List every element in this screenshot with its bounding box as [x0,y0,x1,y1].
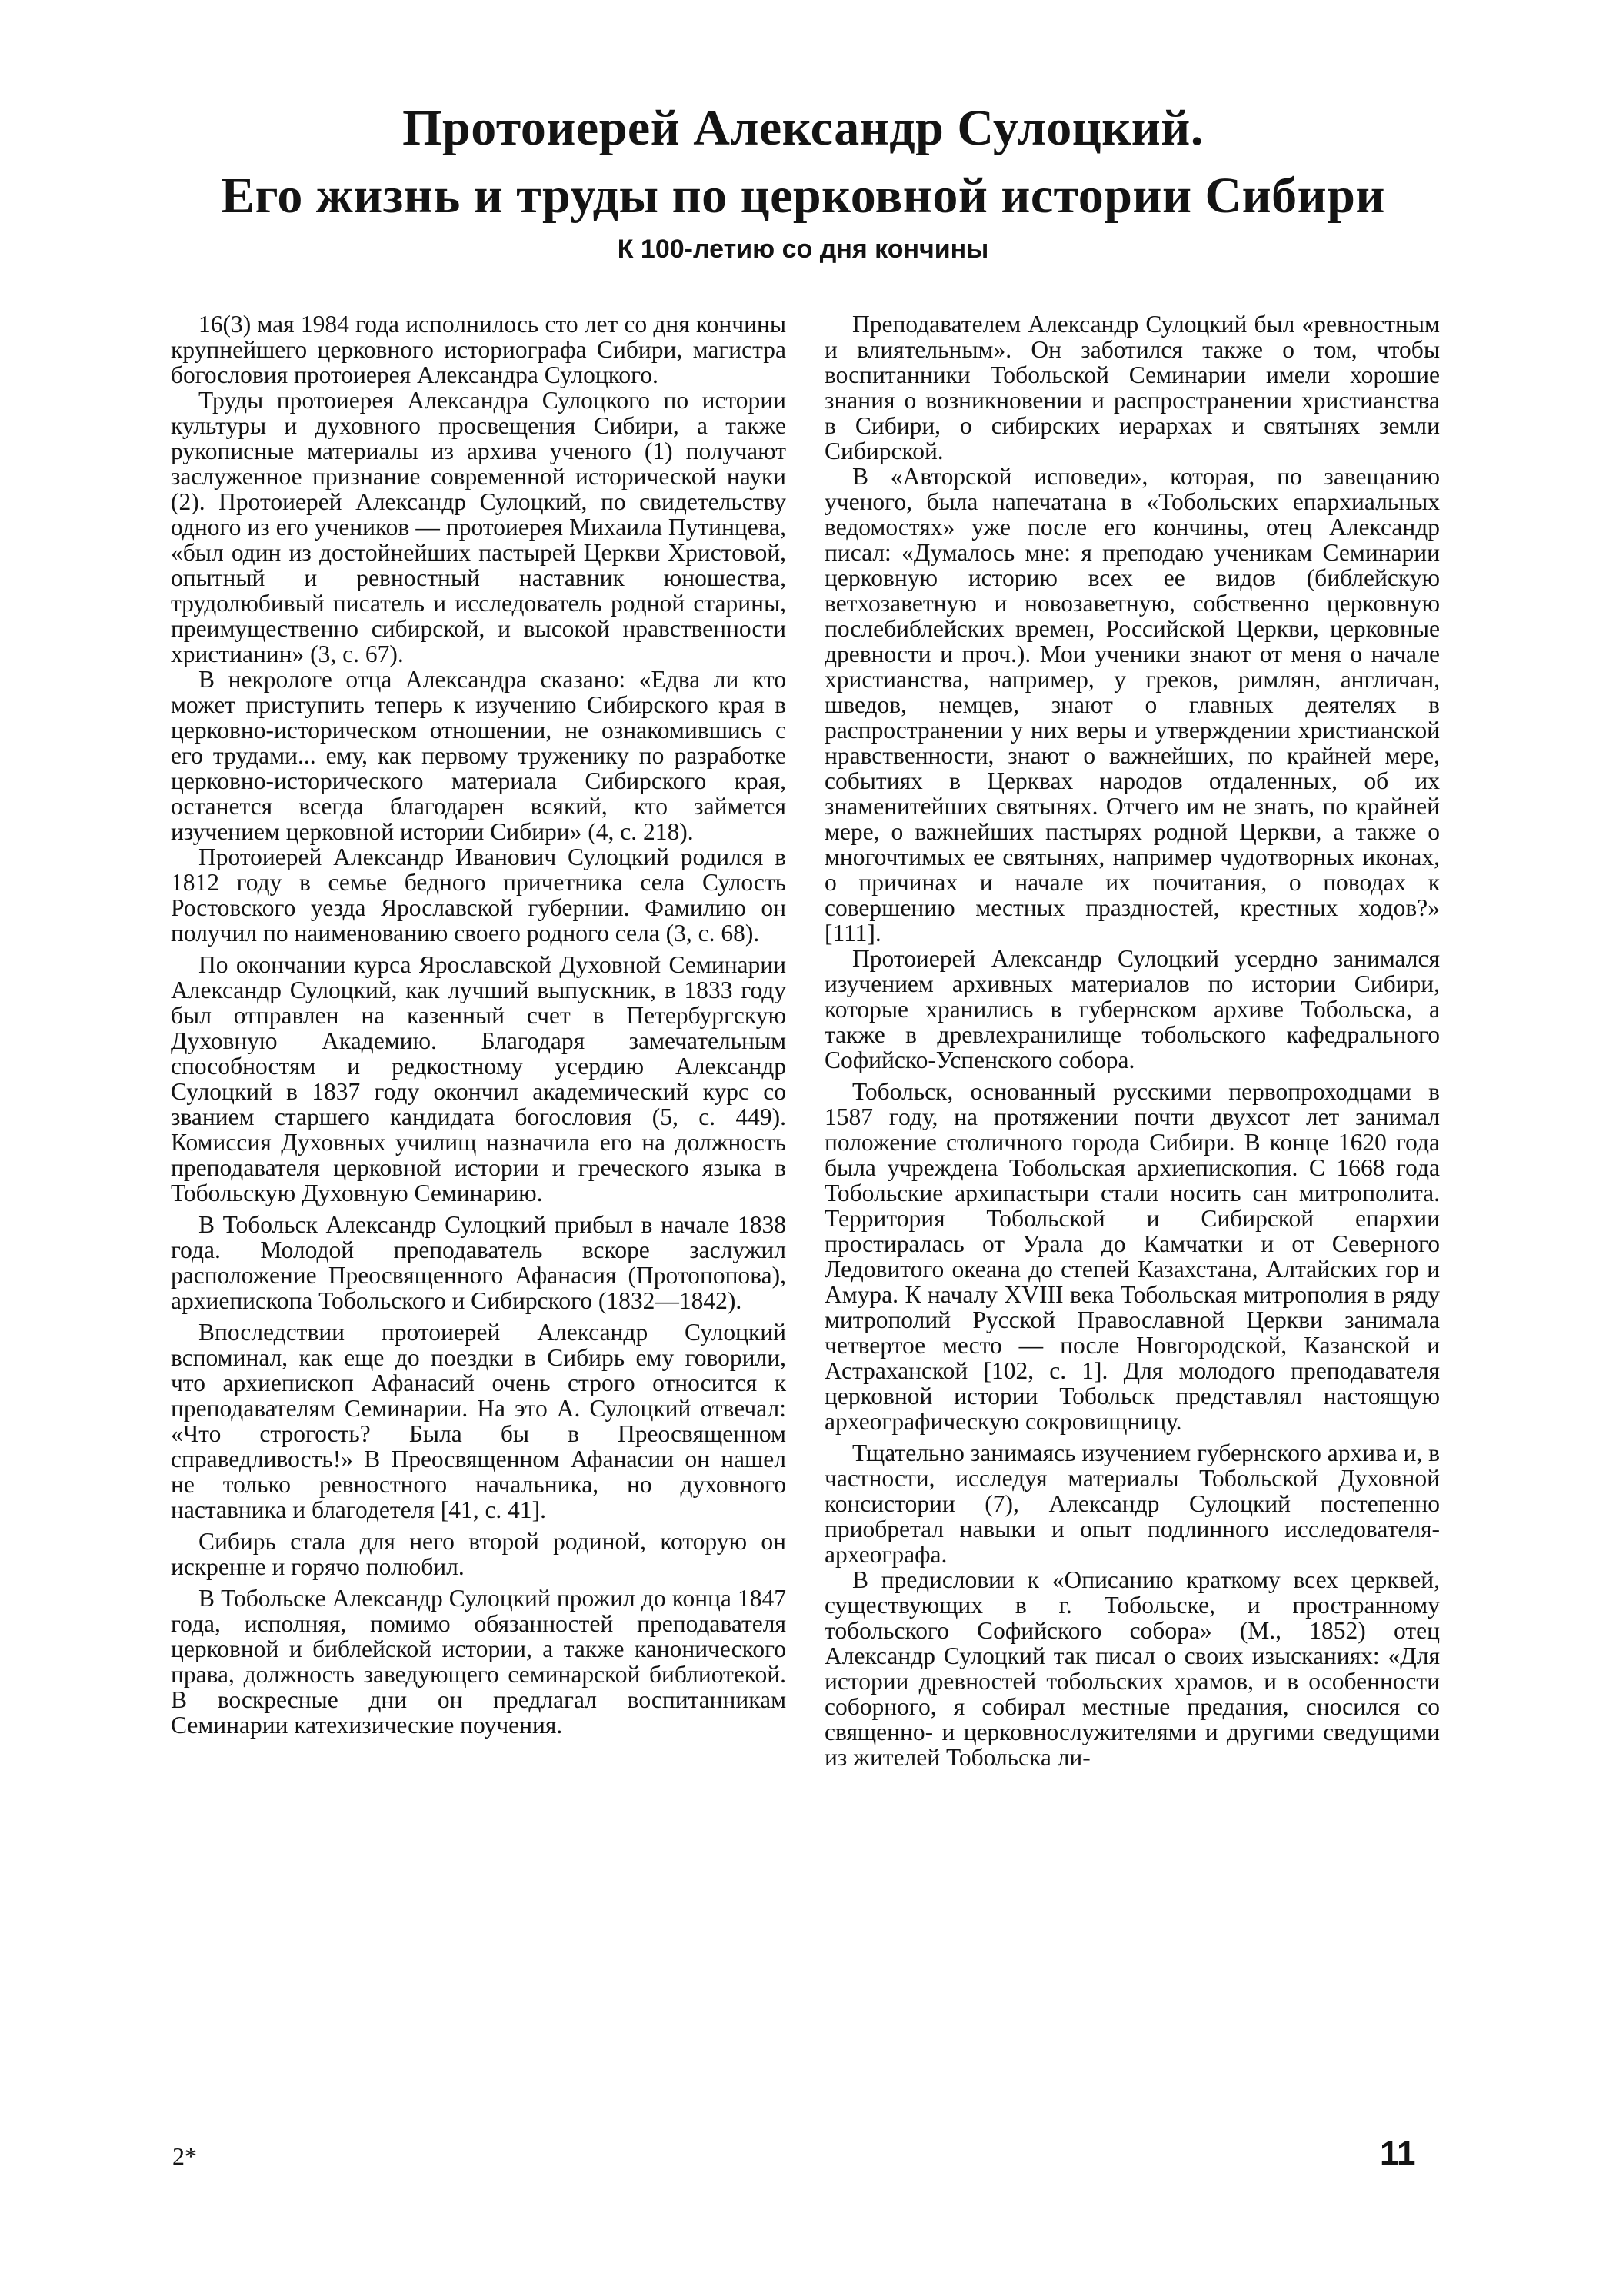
article-subtitle: К 100-летию со дня кончины [617,235,989,264]
paragraph: По окончании курса Ярославской Духовной Семинарии Александр Сулоцкий, как лучший выпускник, в 1833 году был отправлен на казенный счет в Петербургскую Духовную Академию. Благодаря замечательным способностям и редкостному усердию Александр Сулоцкий в 1837 году окончил академический курс со званием старшего кандидата богословия (5, с. 449). Комиссия Духовных училищ назначила его на должность преподавателя церковной истории и греческого языка в Тобольскую Духовную Семинарию. [171,951,786,1206]
paragraph: В предисловии к «Описанию краткому всех церквей, существующих в г. Тобольске, и пространному тобольского Софийского собора» (М., 1852) отец Александр Сулоцкий так писал о своих изысканиях: «Для истории древностей тобольских храмов, и в особенности соборного, я собирал местные предания, сносился со священно- и церковнослужителями и другими сведущими из жителей Тобольска ли- [825,1566,1440,1771]
article-title-line-1: Протоиерей Александр Сулоцкий. [402,100,1204,156]
paragraph: Протоиерей Александр Сулоцкий усердно занимался изучением архивных материалов по истории Сибири, которые хранились в губернском архиве Тобольска, а также в древлехранилище тобольского кафедрального Софийско-Успенского собора. [825,945,1440,1073]
paragraph: Труды протоиерея Александра Сулоцкого по истории культуры и духовного просвещения Сибири, а также рукописные материалы из архива ученого (1) получают заслуженное признание современной исторической науки (2). Протоиерей Александр Сулоцкий, по свидетельству одного из его учеников — протоиерея Михаила Путинцева, «был один из достойнейших пастырей Церкви Христовой, опытный и ревностный наставник юношества, трудолюбивый писатель и исследователь родной старины, преимущественно сибирской, и высокой нравственности христианин» (3, с. 67). [171,387,786,667]
signature-mark: 2* [172,2142,197,2170]
paragraph: Преподавателем Александр Сулоцкий был «ревностным и влиятельным». Он заботился также о том, чтобы воспитанники Тобольской Семинарии имели хорошие знания о возникновении и распространении христианства в Сибири, о сибирских иерархах и святынях земли Сибирской. [825,311,1440,464]
left-column [171,311,786,1738]
paragraph: Сибирь стала для него второй родиной, которую он искренне и горячо полюбил. [171,1528,786,1580]
article-title-line-2: Его жизнь и труды по церковной истории Сибири [221,168,1385,224]
right-column [825,311,1440,1770]
page-number: 11 [1380,2135,1416,2172]
paragraph: В Тобольске Александр Сулоцкий прожил до конца 1847 года, исполняя, помимо обязанностей преподавателя церковной и библейской истории, а также канонического права, должность заведующего семинарской библиотекой. В воскресные дни он предлагал воспитанникам Семинарии катехизические поучения. [171,1585,786,1739]
paragraph: Тщательно занимаясь изучением губернского архива и, в частности, исследуя материалы Тобольской Духовной консистории (7), Александр Сулоцкий постепенно приобретал навыки и опыт подлинного исследователя-археографа. [825,1439,1440,1568]
paragraph: В некрологе отца Александра сказано: «Едва ли кто может приступить теперь к изучению Сибирского края в церковно-историческом отношении, не ознакомившись с его трудами... ему, как первому труженику по разработке церковно-исторического материала Сибирского края, останется всегда благодарен всякий, кто займется изучением церковной истории Сибири» (4, с. 218). [171,666,786,845]
paragraph: Тобольск, основанный русскими первопроходцами в 1587 году, на протяжении почти двухсот лет занимал положение столичного города Сибири. В конце 1620 года была учреждена Тобольская архиепископия. С 1668 года Тобольские архипастыри стали носить сан митрополита. Территория Тобольской и Сибирской епархии простиралась от Урала до Камчатки и от Северного Ледовитого океана до степей Казахстана, Алтайских гор и Амура. К началу XVIII века Тобольская митрополия в ряду митрополий Русской Православной Церкви занимала четвертое место — после Новгородской, Казанской и Астраханской [102, с. 1]. Для молодого преподавателя церковной истории Тобольск представлял настоящую археографическую сокровищницу. [825,1078,1440,1435]
paragraph: Впоследствии протоиерей Александр Сулоцкий вспоминал, как еще до поездки в Сибирь ему говорили, что архиепископ Афанасий очень строго относится к преподавателям Семинарии. На это А. Сулоцкий отвечал: «Что строгость? Была бы в Преосвященном справедливость!» В Преосвященном Афанасии он нашел не только ревностного начальника, но духовного наставника и благодетеля [41, с. 41]. [171,1319,786,1523]
paragraph: В Тобольск Александр Сулоцкий прибыл в начале 1838 года. Молодой преподаватель вскоре заслужил расположение Преосвященного Афанасия (Протопопова), архиепископа Тобольского и Сибирского (1832—1842). [171,1211,786,1314]
paragraph: Протоиерей Александр Иванович Сулоцкий родился в 1812 году в семье бедного причетника села Сулость Ростовского уезда Ярославской губернии. Фамилию он получил по наименованию своего родного села (3, с. 68). [171,844,786,947]
paragraph: 16(3) мая 1984 года исполнилось сто лет со дня кончины крупнейшего церковного историографа Сибири, магистра богословия протоиерея Александра Сулоцкого. [171,311,786,388]
paragraph: В «Авторской исповеди», которая, по завещанию ученого, была напечатана в «Тобольских епархиальных ведомостях» уже после его кончины, отец Александр писал: «Думалось мне: я преподаю ученикам Семинарии церковную историю всех ее видов (библейскую ветхозаветную и новозаветную, собственно церковную послебиблейских времен, Российской Церкви, церковные древности и проч.). Мои ученики знают от меня о начале христианства, например, у греков, римлян, англичан, шведов, немцев, знают о главных деятелях в распространении у них веры и утверждении христианской нравственности, знают о важнейших, по крайней мере, событиях в Церквах народов отдаленных, об их знаменитейших святынях. Отчего им не знать, по крайней мере, о важнейших пастырях родной Церкви, а также о многочтимых ее святынях, например чудотворных иконах, о причинах и начале их почитания, о поводах к совершению местных праздностей, крестных ходов?» [111]. [825,463,1440,947]
